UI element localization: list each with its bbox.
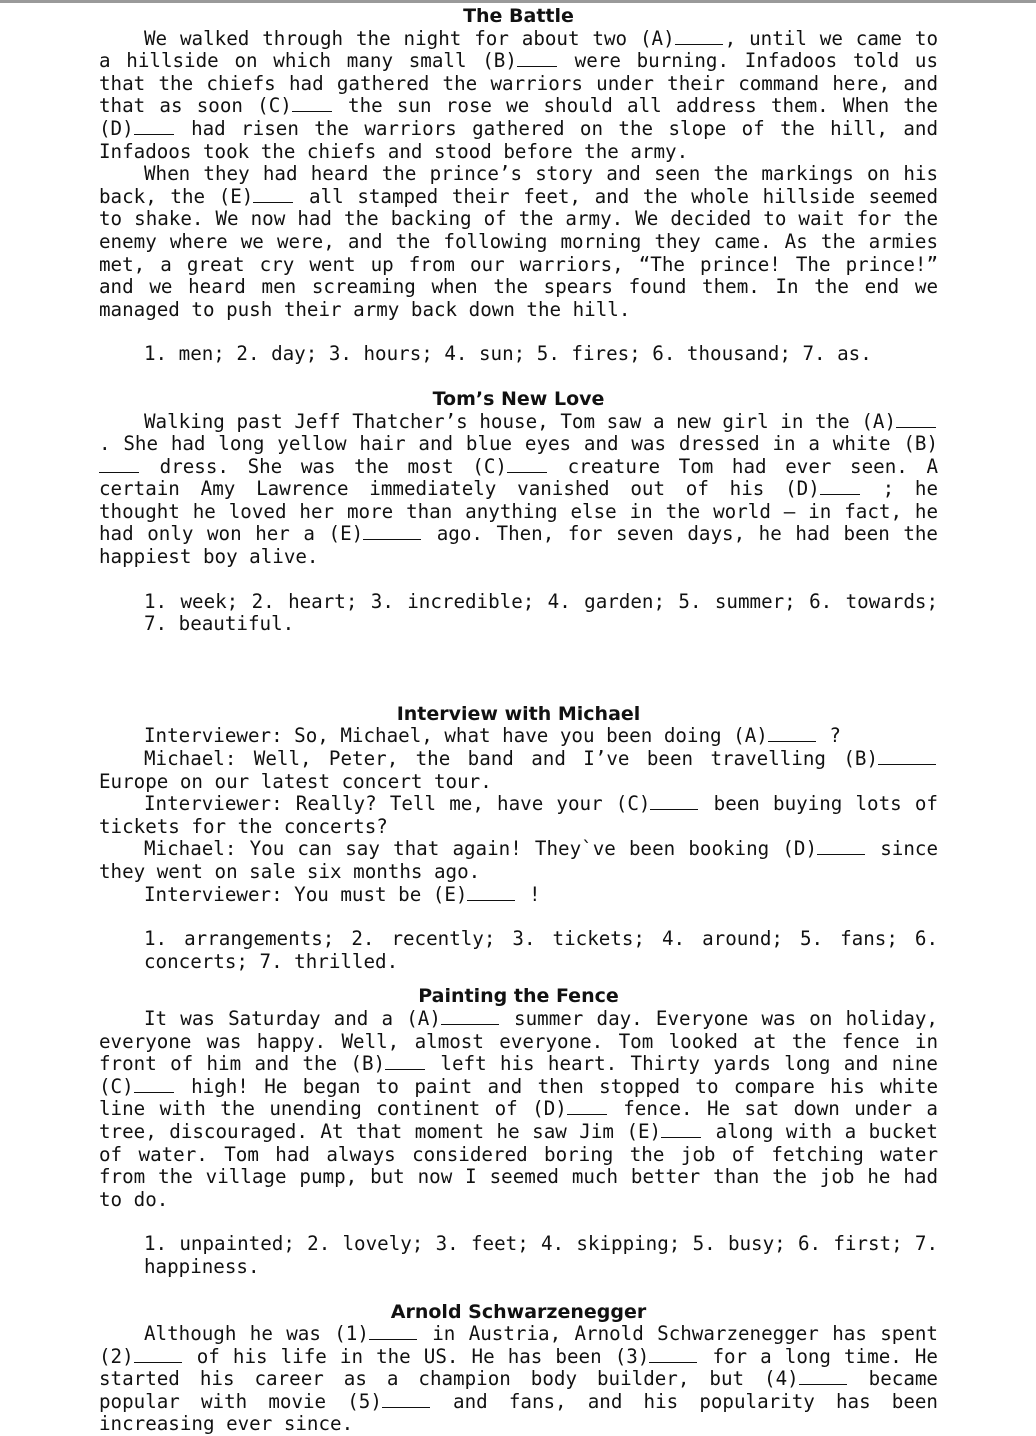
blank-d[interactable]	[134, 119, 174, 135]
blank-b[interactable]	[878, 749, 936, 765]
blank-2[interactable]	[134, 1347, 182, 1363]
section-title: The Battle	[99, 5, 938, 28]
exercise-paragraph: We walked through the night for about two (A) , until we came to a hillside on which many small (B) were burning. Infadoos told us that the chiefs had gathered the warriors under their command here, and that as soon (C) the sun rose we should all address them. When the (D) had risen the warriors gathered on the slope of the hill, and Infadoos took the chiefs and stood before the army.	[99, 28, 938, 164]
blank-a[interactable]	[768, 726, 816, 742]
worksheet-page	[99, 3, 938, 1436]
blank-c[interactable]	[507, 457, 547, 473]
blank-b[interactable]	[385, 1054, 425, 1070]
blank-3[interactable]	[649, 1347, 697, 1363]
dialogue-line: Interviewer: So, Michael, what have you been doing (A) ?	[99, 725, 938, 748]
exercise-paragraph: Although he was (1) in Austria, Arnold Schwarzenegger has spent (2) of his life in the US. He has been (3) for a long time. He started his career as a champion body builder, but (4) became popular with movie (5) and fans, and his popularity has been increasing ever since.	[99, 1323, 938, 1436]
blank-4[interactable]	[799, 1369, 847, 1385]
blank-d[interactable]	[567, 1099, 607, 1115]
section-title: Painting the Fence	[99, 985, 938, 1008]
section-title: Interview with Michael	[99, 703, 938, 726]
blank-e[interactable]	[253, 187, 293, 203]
word-options: 1. arrangements; 2. recently; 3. tickets; 4. around; 5. fans; 6. concerts; 7. thrilled.	[99, 928, 938, 973]
blank-a[interactable]	[675, 29, 723, 45]
section-toms-new-love	[99, 388, 938, 636]
blank-5[interactable]	[382, 1392, 430, 1408]
word-options: 1. unpainted; 2. lovely; 3. feet; 4. skipping; 5. busy; 6. first; 7. happiness.	[99, 1233, 938, 1278]
blank-e[interactable]	[363, 524, 421, 540]
blank-b[interactable]	[517, 51, 557, 67]
blank-c[interactable]	[292, 96, 332, 112]
section-title: Tom’s New Love	[99, 388, 938, 411]
section-title: Arnold Schwarzenegger	[99, 1301, 938, 1324]
word-options: 1. men; 2. day; 3. hours; 4. sun; 5. fires; 6. thousand; 7. as.	[99, 343, 938, 366]
word-options: 1. week; 2. heart; 3. incredible; 4. garden; 5. summer; 6. towards; 7. beautiful.	[99, 591, 938, 636]
blank-a[interactable]	[896, 412, 936, 428]
section-the-battle	[99, 5, 938, 366]
blank-c[interactable]	[134, 1077, 174, 1093]
exercise-paragraph: Walking past Jeff Thatcher’s house, Tom saw a new girl in the (A). She had long yellow hair and blue eyes and was dressed in a white (B) dress. She was the most (C) creature Tom had ever seen. A certain Amy Lawrence immediately vanished out of his (D) ; he thought he loved her more than anything else in the world — in fact, he had only won her a (E) ago. Then, for seven days, he had been the happiest boy alive.	[99, 411, 938, 569]
section-arnold-schwarzenegger	[99, 1301, 938, 1436]
dialogue-line: Interviewer: You must be (E) !	[99, 884, 938, 907]
section-painting-the-fence	[99, 985, 938, 1278]
blank-e[interactable]	[661, 1122, 701, 1138]
blank-d[interactable]	[820, 479, 860, 495]
section-interview-with-michael	[99, 703, 938, 974]
blank-e[interactable]	[467, 885, 515, 901]
blank-c[interactable]	[650, 794, 698, 810]
dialogue-line: Michael: You can say that again! They`ve been booking (D) since they went on sale six months ago.	[99, 838, 938, 883]
exercise-paragraph: It was Saturday and a (A) summer day. Everyone was on holiday, everyone was happy. Well, almost everyone. Tom looked at the fence in front of him and the (B) left his heart. Thirty yards long and nine (C) high! He began to paint and then stopped to compare his white line with the unending continent of (D) fence. He sat down under a tree, discouraged. At that moment he saw Jim (E) along with a bucket of water. Tom had always considered boring the job of fetching water from the village pump, but now I seemed much better than the job he had to do.	[99, 1008, 938, 1211]
exercise-paragraph: When they had heard the prince’s story and seen the markings on his back, the (E) all stamped their feet, and the whole hillside seemed to shake. We now had the backing of the army. We decided to wait for the enemy where we were, and the following morning they came. As the armies met, a great cry went up from our warriors, “The prince! The prince!” and we heard men screaming when the spears found them. In the end we managed to push their army back down the hill.	[99, 163, 938, 321]
blank-1[interactable]	[369, 1324, 417, 1340]
blank-b[interactable]	[99, 457, 139, 473]
blank-a[interactable]	[441, 1009, 499, 1025]
dialogue-line: Michael: Well, Peter, the band and I’ve been travelling (B) Europe on our latest concert tour.	[99, 748, 938, 793]
blank-d[interactable]	[817, 839, 865, 855]
dialogue-line: Interviewer: Really? Tell me, have your (C) been buying lots of tickets for the concerts?	[99, 793, 938, 838]
